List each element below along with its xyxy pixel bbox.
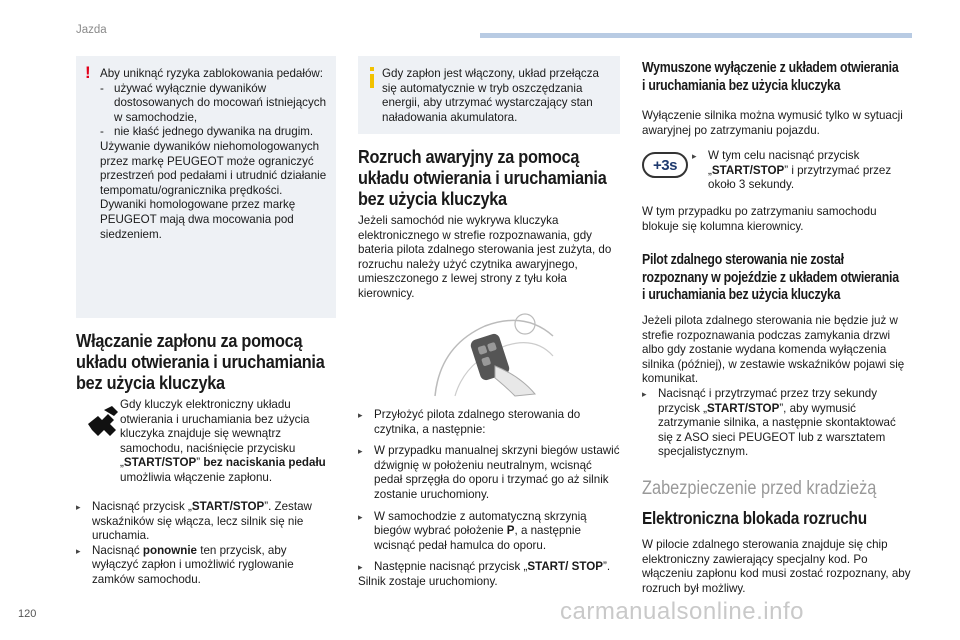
warning-item: - używać wyłącznie dywaników dostosowanych do mocowań istniejących w samochodzie, (100, 82, 336, 126)
forced-stop-paragraph: Wyłączenie silnika można wymusić tylko w sytuacji awaryjnej po zatrzymaniu pojazdu. (642, 109, 903, 137)
warning-paragraph: Używanie dywaników niehomologowanych przez markę PEUGEOT może ograniczyć przestrzeń pod pedałami i utrudnić działanie tempomatu/ogranicznika prędkości. (100, 139, 327, 197)
list-item: ▸ W przypadku manualnej skrzyni biegów ustawić dźwignię w położeniu neutralnym, wcisnąć pedał sprzęgła do oporu i trzymać go aż silnik zostanie uruchomiony. (358, 444, 620, 501)
list-item: ▸ Następnie nacisnąć przycisk „START/ STOP”. (358, 560, 611, 574)
ignition-description: Gdy kluczyk elektroniczny układu otwierania i uruchamiania bez użycia kluczyka znajduje się wewnątrz samochodu, naciśnięcie przycisku „START/STOP” bez naciskania pedału umożliwia włączenie zapłonu. (120, 398, 326, 484)
info-text: Gdy zapłon jest włączony, układ przełącza się automatycznie w tryb oszczędzania energii, aby utrzymać wystarczający stan naładowania akumulatora. (382, 67, 599, 124)
hand-key-icon (84, 404, 122, 442)
heading-forced-stop: Wymuszone wyłączenie z układem otwierania i uruchamiania bez użycia kluczyka (642, 60, 899, 94)
plus-3s-icon: +3s (642, 152, 688, 178)
heading-ignition: Włączanie zapłonu za pomocą układu otwierania i uruchamiania bez użycia kluczyka (76, 330, 325, 393)
arrow-bullet-icon: ▸ (692, 151, 697, 161)
ignition-steps (76, 500, 336, 588)
emergency-result: Silnik zostaje uruchomiony. (358, 574, 498, 588)
watermark: carmanualsonline.info (560, 598, 804, 625)
steering-lock-paragraph: W tym przypadku po zatrzymaniu samochodu blokuje się kolumna kierownicy. (642, 205, 877, 233)
warning-icon: ! (85, 63, 91, 82)
heading-anti-theft: Zabezpieczenie przed kradzieżą (642, 478, 877, 499)
info-icon-bar (370, 74, 374, 88)
emergency-paragraph: Jeżeli samochód nie wykrywa kluczyka elektronicznego w strefie rozpoznawania, gdy bateria pilota zdalnego sterowania jest zużyta, do rozruchu należy użyć czytnika awaryjnego, umieszczonego z lewej strony z tyłu koła kierownicy. (358, 214, 612, 300)
page-number: 120 (18, 608, 37, 620)
reader-illustration (425, 306, 555, 398)
list-item: ▸ Nacisnąć ponownie ten przycisk, aby wyłączyć zapłon i umożliwić ryglowanie zamków samochodu. (76, 543, 294, 586)
forced-stop-step (692, 149, 910, 193)
list-item: ▸ Nacisnąć przycisk „START/STOP”. Zestaw wskaźników się włącza, lecz silnik się nie uruchamia. (76, 500, 312, 543)
immobiliser-paragraph: W pilocie zdalnego sterowania znajduje się chip elektroniczny zawierający specjalny kod. Po włączeniu zapłonu kod musi zostać rozpoznany, aby rozruch był możliwy. (642, 538, 911, 595)
list-item: ▸ W tym celu nacisnąć przycisk „START/STOP” i przytrzymać przez około 3 sekundy. (692, 149, 892, 192)
arrow-bullet-icon: ▸ (76, 502, 81, 512)
heading-immobiliser: Elektroniczna blokada rozruchu (642, 508, 867, 528)
remote-not-detected-text: Jeżeli pilota zdalnego sterowania nie będzie już w strefie rozpoznawania podczas zamykania drzwi albo gdy zostanie wydana komenda wyłączenia silnika (później), w zestawie wskaźników pojawi się komunikat. ▸ Nacisnąć i przytrzymać przez trzy sekundy przycisk „START/STOP”, aby wymusić zatrzymanie silnika, a następnie skontaktować się z ASO sieci PEUGEOT lub z warsztatem specjalistycznym. (642, 314, 912, 460)
arrow-bullet-icon: ▸ (642, 388, 647, 399)
heading-remote-not-detected: Pilot zdalnego sterowania nie został rozpoznany w pojeździe z układem otwierania i uruchamiania bez użycia kluczyka (642, 252, 899, 303)
info-icon (370, 67, 374, 71)
section-title: Jazda (76, 24, 107, 36)
warning-item: - nie kłaść jednego dywanika na drugim. (100, 125, 336, 140)
list-item: ▸ W samochodzie z automatyczną skrzynią biegów wybrać położenie P, a następnie wcisnąć pedał hamulca do oporu. (358, 509, 587, 552)
arrow-bullet-icon: ▸ (358, 562, 363, 573)
header-bar (480, 33, 912, 38)
warning-text (100, 67, 336, 242)
heading-emergency-start: Rozruch awaryjny za pomocą układu otwierania i uruchamiania bez użycia kluczyka (358, 146, 607, 209)
arrow-bullet-icon: ▸ (358, 511, 363, 522)
list-item: ▸ Przyłożyć pilota zdalnego sterowania do czytnika, a następnie: (358, 408, 581, 436)
arrow-bullet-icon: ▸ (358, 410, 363, 420)
warning-paragraph: Dywaniki homologowane przez markę PEUGEOT mają dwa mocowania pod siedzeniem. (100, 198, 296, 241)
arrow-bullet-icon: ▸ (358, 446, 363, 457)
emergency-steps (358, 408, 620, 590)
list-item: ▸ Nacisnąć i przytrzymać przez trzy sekundy przycisk „START/STOP”, aby wymusić zatrzymanie silnika, a następnie skontaktować się z ASO sieci PEUGEOT lub z warsztatem specjalistycznym. (642, 386, 896, 459)
arrow-bullet-icon: ▸ (76, 545, 81, 556)
warning-intro: Aby uniknąć ryzyka zablokowania pedałów: (100, 67, 323, 80)
